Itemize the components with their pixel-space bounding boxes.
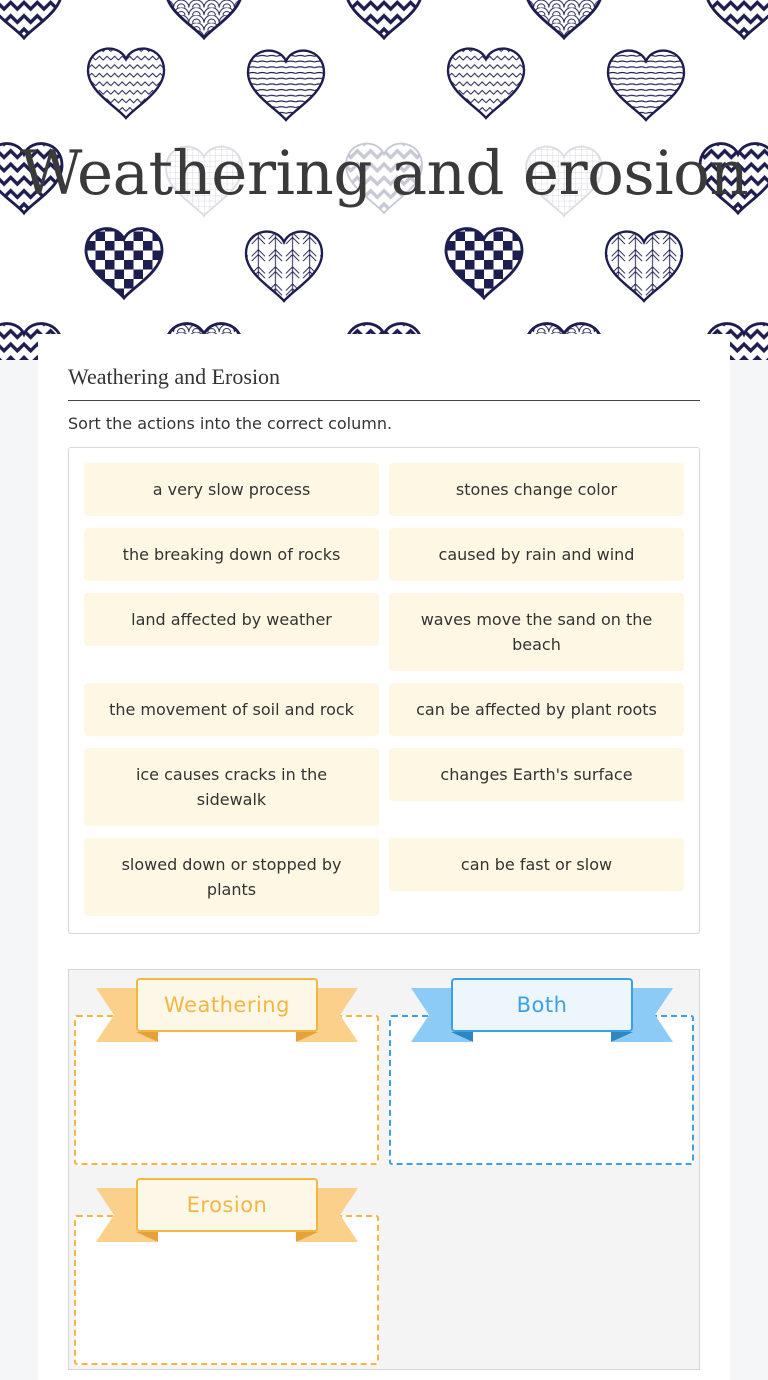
draggable-chip[interactable]: stones change color (389, 463, 684, 516)
section-title: Weathering and Erosion (68, 364, 700, 401)
column-header-weathering (96, 978, 358, 1043)
draggable-chip[interactable]: waves move the sand on the beach (389, 593, 684, 671)
draggable-chip[interactable]: land affected by weather (84, 593, 379, 646)
column-label-both: Both (451, 978, 633, 1032)
answer-bank (68, 447, 700, 934)
draggable-chip[interactable]: ice causes cracks in the sidewalk (84, 748, 379, 826)
draggable-chip[interactable]: changes Earth's surface (389, 748, 684, 801)
draggable-chip[interactable]: the breaking down of rocks (84, 528, 379, 581)
draggable-chip[interactable]: can be fast or slow (389, 838, 684, 891)
column-header-both (411, 978, 673, 1043)
column-header-erosion (96, 1178, 358, 1243)
draggable-chip[interactable]: slowed down or stopped by plants (84, 838, 379, 916)
draggable-chip[interactable]: a very slow process (84, 463, 379, 516)
worksheet-card (38, 334, 730, 1380)
column-label-erosion: Erosion (136, 1178, 318, 1232)
draggable-chip[interactable]: caused by rain and wind (389, 528, 684, 581)
instructions-text: Sort the actions into the correct column. (68, 414, 393, 433)
column-label-weathering: Weathering (136, 978, 318, 1032)
header-banner (0, 0, 768, 360)
sorting-area (68, 969, 700, 1370)
draggable-chip[interactable]: the movement of soil and rock (84, 683, 379, 736)
page-title: Weathering and erosion (19, 138, 749, 209)
draggable-chip[interactable]: can be affected by plant roots (389, 683, 684, 736)
